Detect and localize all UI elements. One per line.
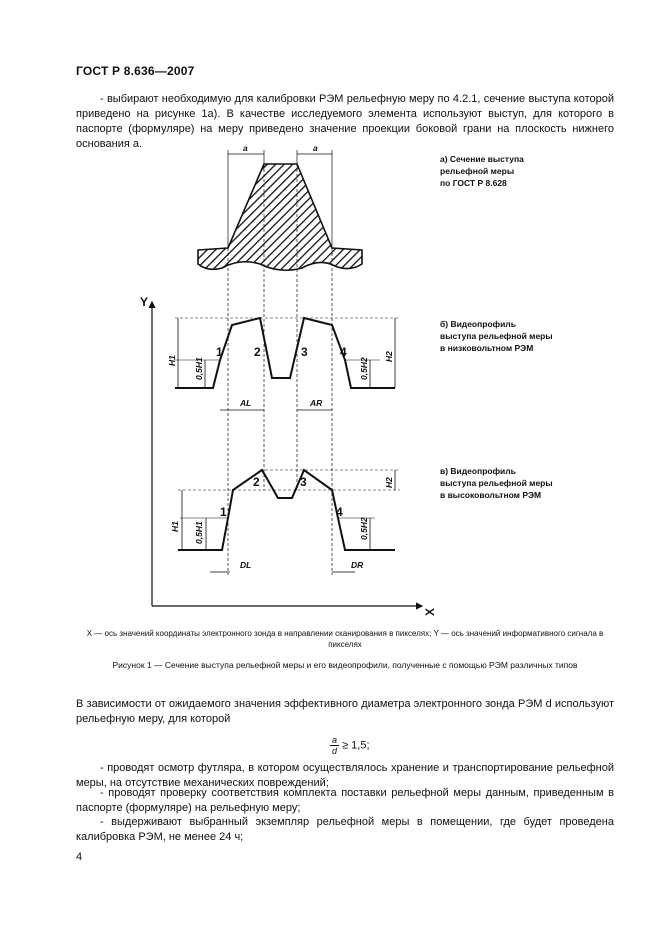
axis-y-label: Y (140, 295, 149, 309)
page-header: ГОСТ Р 8.636—2007 (76, 64, 195, 78)
dim-a-left: a (243, 143, 248, 153)
AL-label: AL (240, 398, 252, 408)
formula-fraction (330, 735, 339, 756)
protrusion-section (198, 164, 362, 270)
formula-rhs: ≥ 1,5; (342, 739, 370, 752)
half-H2-label-b: 0,5H2 (359, 357, 369, 380)
point-2-b: 2 (254, 345, 261, 359)
figure-title: Рисунок 1 — Сечение выступа рельефной меры и его видеопрофили, полученные с помощью РЭМ различных типов (112, 660, 578, 670)
H1-label-b: H1 (167, 355, 177, 366)
AR-label: AR (310, 398, 323, 408)
half-H2-label-c: 0,5H2 (359, 517, 369, 540)
half-H1-label-c: 0,5H1 (194, 521, 204, 544)
point-4-b: 4 (340, 345, 347, 359)
label-c-line1: в) Видеопрофиль (440, 466, 516, 476)
paragraph-2: В зависимости от ожидаемого значения эффективного диаметра электронного зонда РЭМ d используют рельефную меру, для которой (76, 698, 614, 725)
list-item: - проводят осмотр футляра, в котором осуществлялось хранение и транспортирование рельефной меры, на отсутствие механических повреждений; (76, 762, 614, 789)
axes-caption: X — ось значений координаты электронного зонда в направлении сканирования в пикселях; Y — ось значений информативного сигнала в пикселях (86, 629, 604, 649)
half-H1-label-b: 0,5H1 (194, 357, 204, 380)
figure-1 (70, 140, 610, 626)
list-item: - проводят проверку соответствия комплекта поставки рельефной меры данным, приведенным в паспорте (формуляре) на рельефную меру; (76, 787, 614, 814)
intro-paragraph: - выбирают необходимую для калибровки РЭМ рельефную меру по 4.2.1, сечение выступа которой приведено на рисунке 1а). В качестве исследуемого элемента используют выступ, для которого в паспорте (формуляре) на меру приведено значение проекции боковой грани на плоскость нижнего основания a. (76, 93, 614, 150)
formula (330, 735, 370, 756)
label-c-line2: выступа рельефной меры (440, 478, 553, 488)
formula-numerator: a (332, 735, 338, 745)
formula-denominator: d (332, 746, 338, 756)
point-1-b: 1 (216, 345, 223, 359)
axis-x-label: X (423, 607, 437, 616)
H2-label-c: H2 (384, 477, 394, 488)
point-1-c: 1 (220, 505, 227, 519)
list-item: - выдерживают выбранный экземпляр рельефной меры в помещении, где будет проведена калибровка РЭМ, не менее 24 ч; (76, 816, 614, 843)
H2-label-b: H2 (384, 351, 394, 362)
point-3-b: 3 (301, 345, 308, 359)
figure-1-drawing (70, 140, 610, 626)
label-a-line1: а) Сечение выступа (440, 154, 524, 164)
label-b-line1: б) Видеопрофиль (440, 319, 516, 329)
H1-label-c: H1 (170, 521, 180, 532)
point-4-c: 4 (336, 505, 343, 519)
point-2-c: 2 (253, 475, 260, 489)
dim-a-right: a (313, 143, 318, 153)
label-b-line2: выступа рельефной меры (440, 331, 553, 341)
label-a-line2: рельефной меры (440, 166, 515, 176)
point-3-c: 3 (300, 475, 307, 489)
label-c-line3: в высоковольтном РЭМ (440, 490, 542, 500)
label-a-line3: по ГОСТ Р 8.628 (440, 178, 507, 188)
DL-label: DL (240, 560, 252, 570)
page-number: 4 (76, 851, 83, 863)
DR-label: DR (351, 560, 364, 570)
label-b-line3: в низковольтном РЭМ (440, 343, 534, 353)
